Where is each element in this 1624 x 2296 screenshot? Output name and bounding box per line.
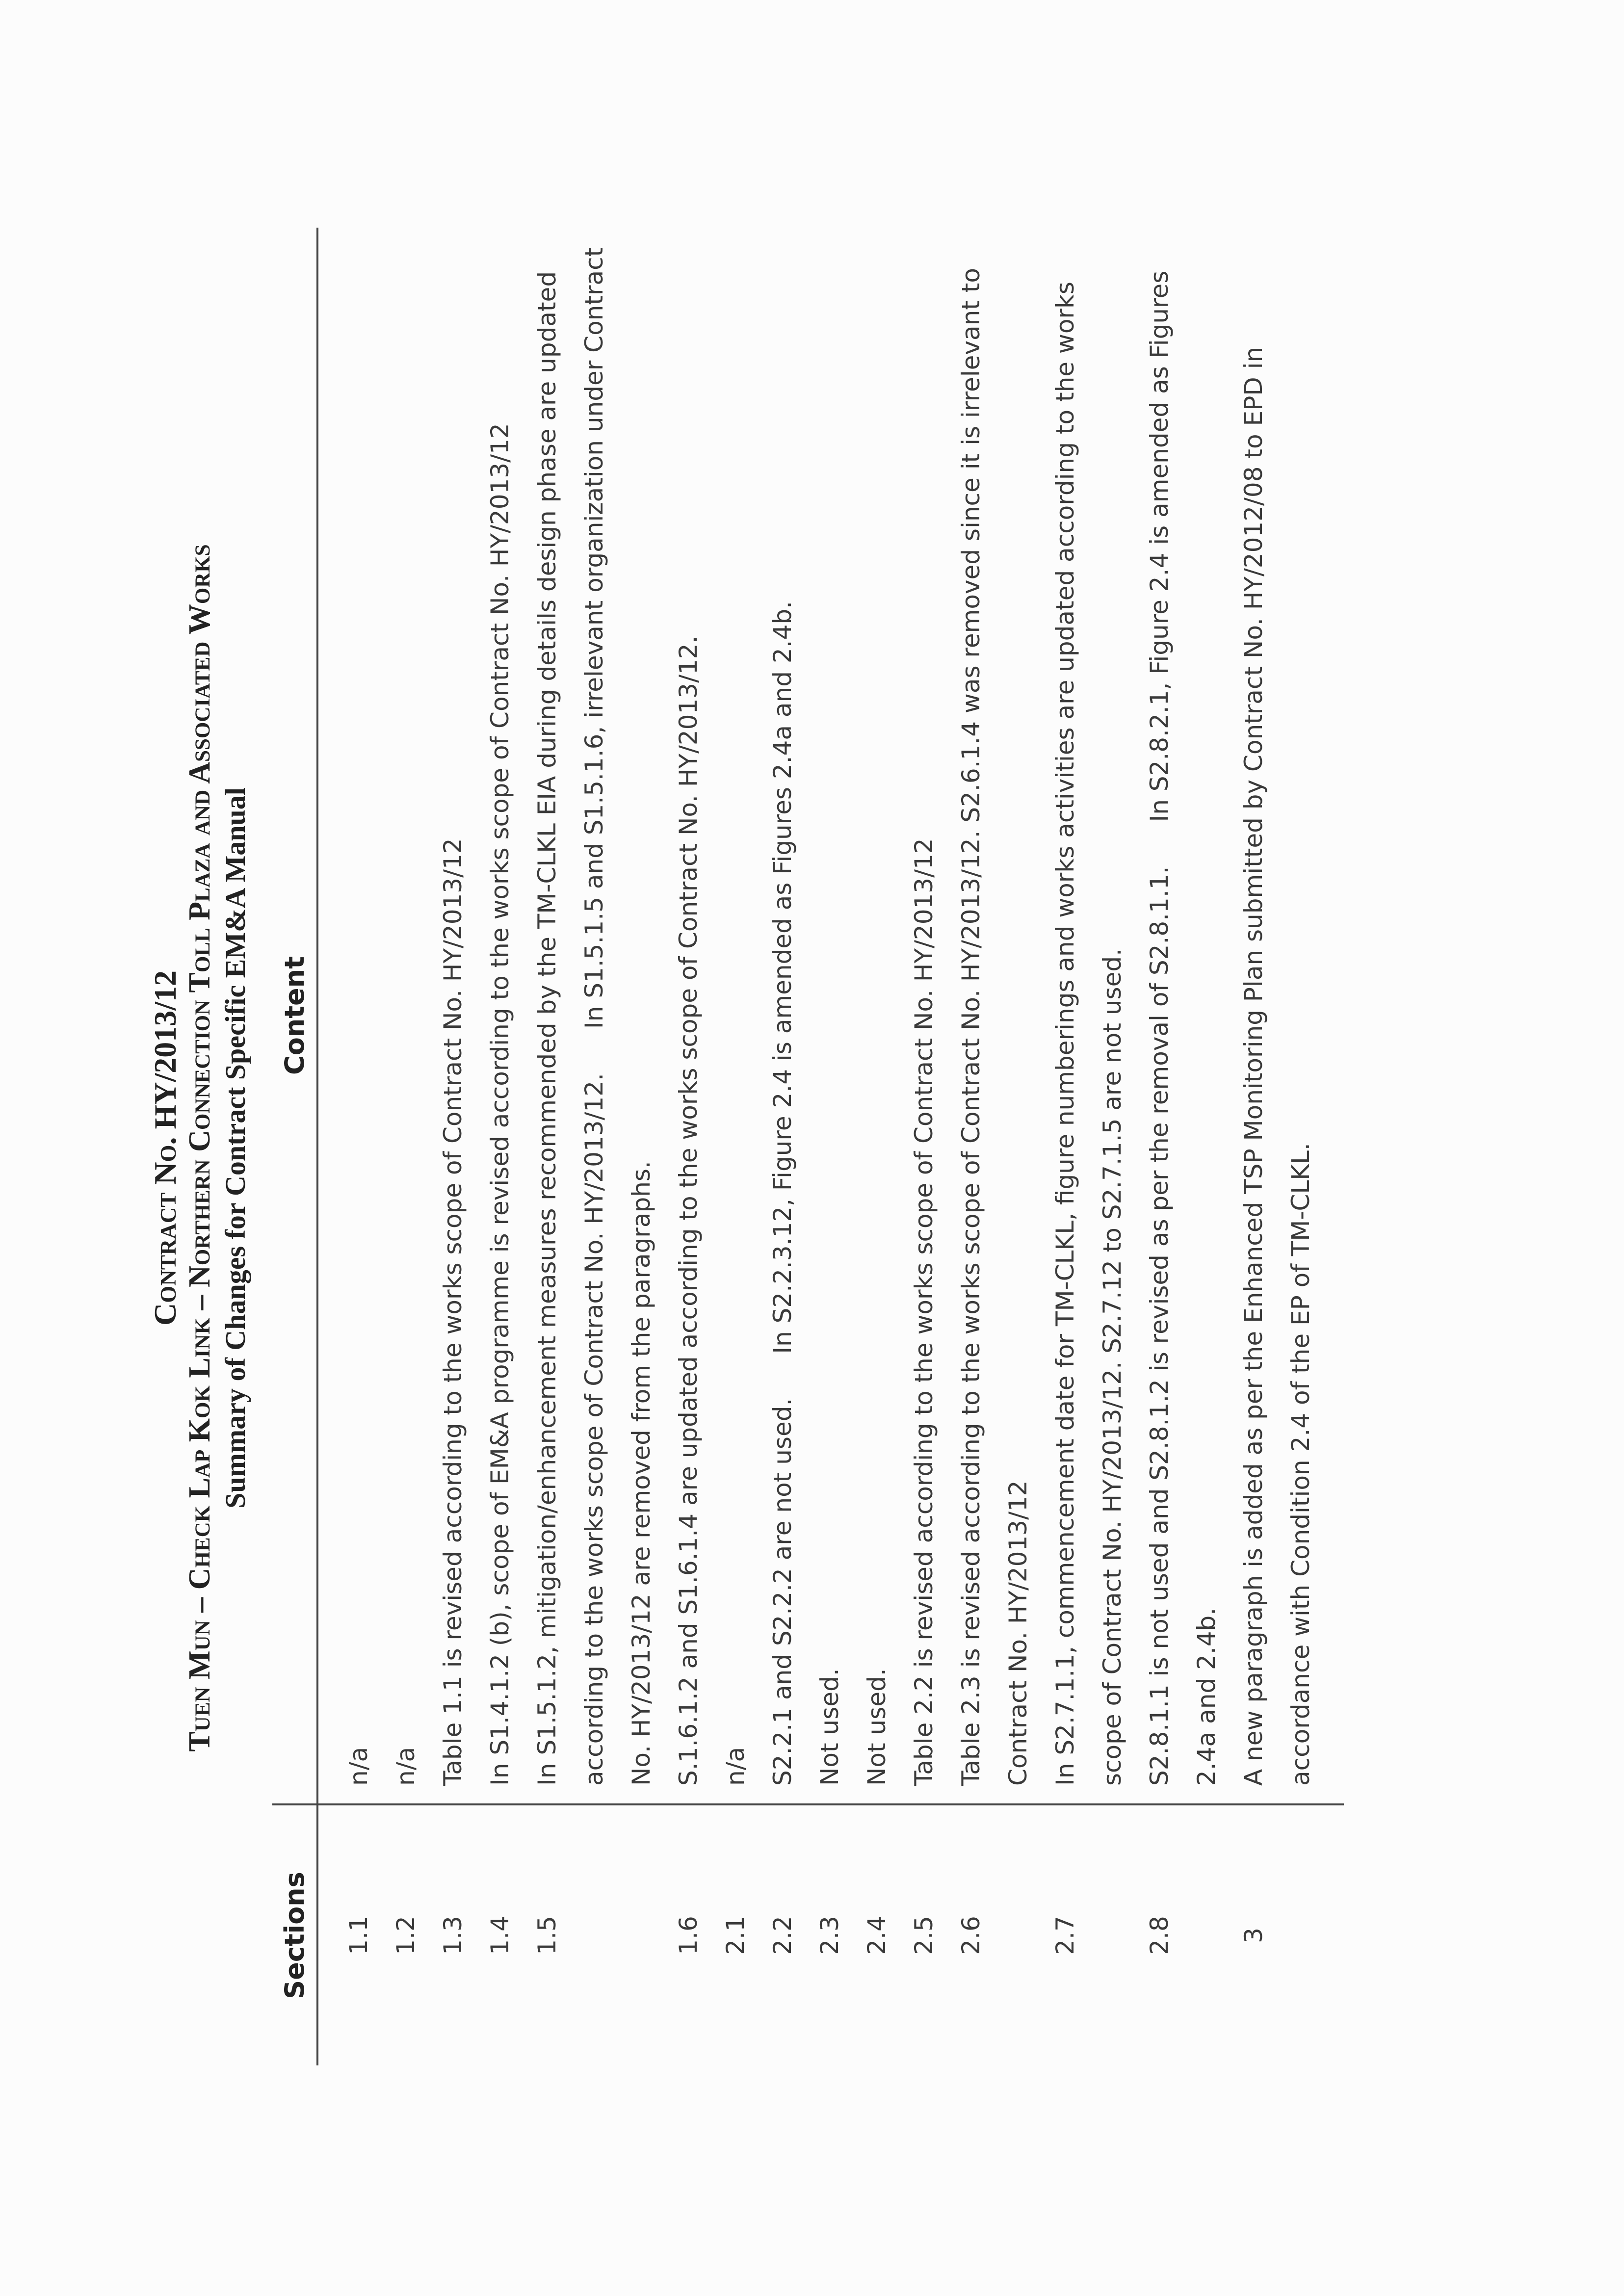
table-row (853, 228, 900, 2065)
section-content: n/a (721, 1747, 750, 1786)
section-number: 2.1 (712, 1804, 759, 2065)
contract-number-heading (147, 0, 183, 2296)
section-content: In S1.4.1.2 (b), scope of EM&A programme is revised according to the works scope of Contract No. HY/2013/12 (486, 423, 514, 1786)
table-row (382, 228, 429, 2065)
document-title: Summary of Changes for Contract Specific EM&A Manual (219, 787, 251, 1509)
section-number: 1.6 (665, 1804, 712, 2065)
content-part: S2.2.1 and S2.2.2 are not used. (768, 1398, 797, 1786)
section-content: Table 2.2 is revised according to the works scope of Contract No. HY/2013/12 (910, 838, 938, 1786)
section-number: 1.5 (524, 1804, 665, 2065)
section-content: A new paragraph is added as per the Enhanced TSP Monitoring Plan submitted by Contract No. HY/2012/08 to EPD in accordance with Condition 2.4 of the EP of TM-CLKL. (1239, 346, 1315, 1786)
table-row (524, 228, 665, 2065)
section-number: 2.2 (759, 1804, 806, 2065)
summary-of-changes-table (272, 228, 1344, 2065)
section-content: S.1.6.1.2 and S1.6.1.4 are updated according to the works scope of Contract No. HY/2013/12. (674, 635, 703, 1786)
content-part: S2.8.1.1 is not used and S2.8.1.2 is revised as per the removal of S2.8.1.1. (1145, 866, 1174, 1786)
content-part: In S1.5.1.5 and S1.5.1.6, irrelevant organization under Contract No. HY/2013/12 are removed from the paragraphs. (580, 247, 655, 1786)
section-number: 1.1 (317, 1804, 382, 2065)
content-part: In S1.5.1.2, mitigation/enhancement measures recommended by the TM-CLKL EIA during details design phase are updated according to the works scope of Contract No. HY/2013/12. (533, 271, 608, 1786)
section-content (759, 228, 806, 1804)
table-row (429, 228, 476, 2065)
section-number: 2.7 (1042, 1804, 1136, 2065)
section-content: n/a (392, 1747, 420, 1786)
section-number: 2.4 (853, 1804, 900, 2065)
section-content: Table 1.1 is revised according to the works scope of Contract No. HY/2013/12 (439, 838, 467, 1786)
table-row (759, 228, 806, 2065)
content-part: In S2.8.2.1, Figure 2.4 is amended as Figures 2.4a and 2.4b. (1145, 270, 1221, 1786)
section-content: Not used. (863, 1668, 891, 1786)
content-column-header: Content (272, 228, 317, 1804)
table-row (806, 228, 853, 2065)
table-row (317, 228, 382, 2065)
section-number: 2.6 (947, 1804, 1042, 2065)
section-content (524, 228, 665, 1804)
section-number: 1.4 (476, 1804, 524, 2065)
table-row (1136, 228, 1230, 2065)
section-content: Not used. (815, 1668, 844, 1786)
content-part: In S2.2.3.12, Figure 2.4 is amended as Figures 2.4a and 2.4b. (768, 600, 797, 1354)
section-content: n/a (344, 1747, 373, 1786)
section-number: 3 (1230, 1804, 1344, 2065)
table-row (476, 228, 524, 2065)
contract-number: HY/2013/12 (148, 970, 183, 1129)
table-row (1230, 228, 1344, 2065)
section-content: Table 2.3 is revised according to the works scope of Contract No. HY/2013/12. S2.6.1.4 was removed since it is irrelevant to Contract No. HY/2013/12 (957, 268, 1032, 1786)
table-row (900, 228, 947, 2065)
section-number: 2.5 (900, 1804, 947, 2065)
section-number: 1.2 (382, 1804, 429, 2065)
table-row (712, 228, 759, 2065)
sections-column-header: Sections (272, 1804, 317, 2065)
section-number: 1.3 (429, 1804, 476, 2065)
table-row (1042, 228, 1136, 2065)
project-title: Tuen Mun – Check Lap Kok Link – Northern Connection Toll Plaza and Associated Works (183, 544, 216, 1752)
contract-label: Contract No. (148, 1129, 183, 1326)
section-content: In S2.7.1.1, commencement date for TM-CLKL, figure numberings and works activities are updated according to the works scope of Contract No. HY/2013/12. S2.7.12 to S2.7.1.5 are not used. (1051, 282, 1126, 1786)
table-row (665, 228, 712, 2065)
table-header-row (272, 228, 317, 2065)
table-row (947, 228, 1042, 2065)
section-number: 2.8 (1136, 1804, 1230, 2065)
section-content (1136, 228, 1230, 1804)
section-number: 2.3 (806, 1804, 853, 2065)
